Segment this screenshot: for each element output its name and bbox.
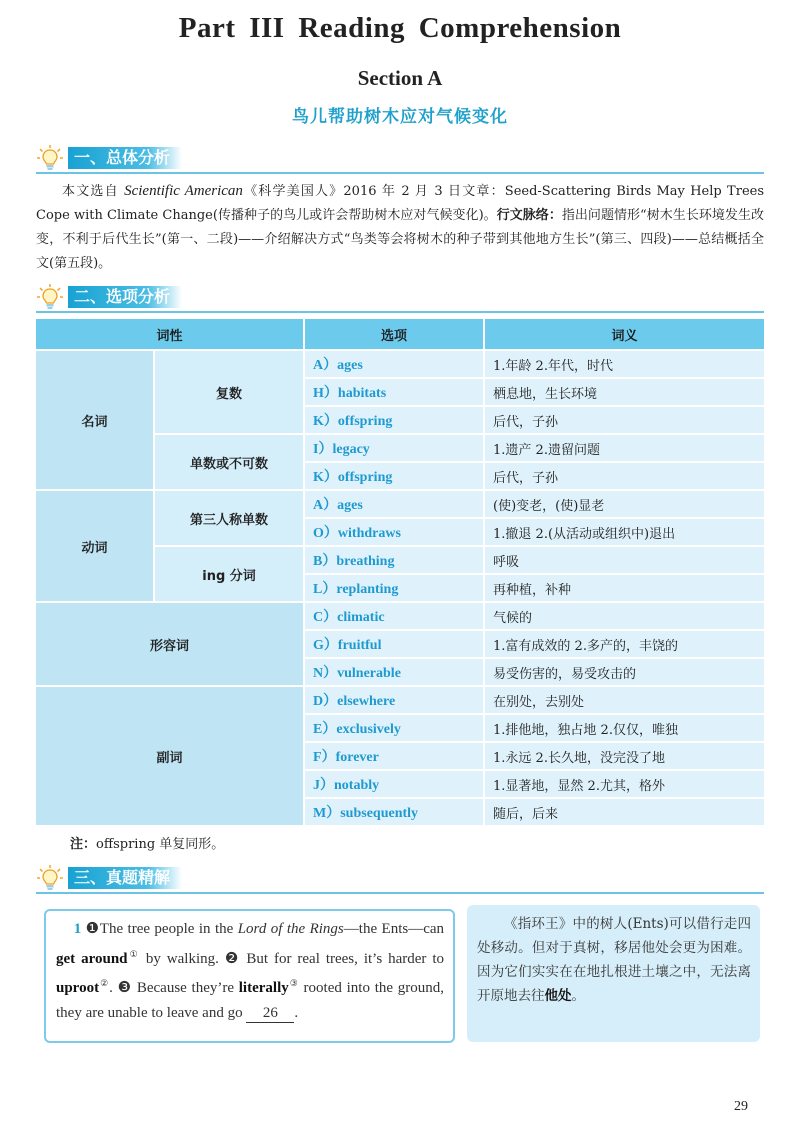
meaning-cell: 后代，子孙 [485, 463, 764, 491]
sub-singular: 单数或不可数 [155, 435, 305, 491]
keyword-footnote: ① [127, 948, 140, 959]
keyword-footnote: ③ [288, 978, 299, 988]
sentence-text: . [294, 1004, 299, 1021]
lightbulb-icon [36, 283, 64, 311]
structure-text: 指出问题情形“树木生长环境发生改变，不利于后代生长”(第一、二段)——介绍解决方式“鸟类等会将树木的种子带到其他地方生长”(第三、四段)——总结概括全文(第五段)。 [36, 208, 764, 271]
table-row [36, 603, 764, 631]
translation-main: 《指环王》中的树人(Ents)可以借行走四处移动。但对于真树，移居他处会更为困难。因为它们实实在在地扎根进土壤之中，无法离开原地去往 [477, 916, 751, 1004]
translation-highlight: 他处 [544, 988, 572, 1004]
heading-option-analysis [36, 285, 764, 313]
sentence-text: Because they’re [132, 980, 239, 996]
meaning-cell: 栖息地，生长环境 [485, 379, 764, 407]
lightbulb-icon [36, 864, 64, 892]
meaning-cell: 在别处，去别处 [485, 687, 764, 715]
table-row [36, 687, 764, 715]
sentence-marker: ❶ [85, 921, 100, 937]
meaning-cell: 气候的 [485, 603, 764, 631]
meaning-cell: 1.年龄 2.年代，时代 [485, 351, 764, 379]
meaning-cell: 呼吸 [485, 547, 764, 575]
header-pos: 词性 [36, 319, 305, 351]
option-cell: G）fruitful [305, 631, 485, 659]
option-cell: D）elsewhere [305, 687, 485, 715]
option-cell: I）legacy [305, 435, 485, 463]
pos-verb: 动词 [36, 491, 155, 603]
option-cell: F）forever [305, 743, 485, 771]
table-row [36, 491, 764, 519]
translation-box [467, 905, 760, 1042]
note-label: 注： [70, 837, 97, 852]
page-number: 29 [734, 1099, 748, 1114]
sentence-text: But for real trees, it’s harder to [240, 950, 444, 967]
heading-exam-explanation [36, 866, 764, 894]
book-title: Lord of the Rings [237, 921, 344, 937]
part-title: Part III Reading Comprehension [178, 12, 622, 44]
table-note [70, 833, 224, 852]
lightbulb-icon [36, 144, 64, 172]
option-cell: K）offspring [305, 463, 485, 491]
intro-prefix: 本文选自 [62, 184, 125, 199]
meaning-cell: 再种植，补种 [485, 575, 764, 603]
option-cell: O）withdraws [305, 519, 485, 547]
option-cell: N）vulnerable [305, 659, 485, 687]
option-cell: M）subsequently [305, 799, 485, 827]
meaning-cell: 易受伤害的，易受攻击的 [485, 659, 764, 687]
vocabulary-table [36, 319, 764, 827]
table-row [36, 351, 764, 379]
source-name: Scientific American [124, 183, 243, 199]
sub-third-person: 第三人称单数 [155, 491, 305, 547]
option-cell: L）replanting [305, 575, 485, 603]
translation-end: 。 [571, 988, 585, 1004]
section-title: Section A [357, 66, 443, 90]
heading-overall-analysis [36, 146, 764, 174]
meaning-cell: 1.永远 2.长久地，没完没了地 [485, 743, 764, 771]
option-cell: A）ages [305, 351, 485, 379]
heading-label: 三、真题精解 [68, 867, 182, 889]
sentence-text: . [109, 980, 118, 996]
keyword: get around [56, 950, 128, 967]
intro-paragraph [36, 179, 764, 276]
answer-blank: 26 [246, 1004, 294, 1023]
option-cell: E）exclusively [305, 715, 485, 743]
header-meaning: 词义 [485, 319, 764, 351]
keyword: literally [238, 980, 289, 996]
intro-main: 《科学美国人》2016 年 2 月 3 日文章：Seed-Scattering Birds May Help Trees Cope with Climate Change(传播种子的鸟儿或许会帮助树木应对气候变化)。 [36, 184, 764, 223]
sentence-text: The tree people in the [99, 921, 238, 937]
heading-label: 二、选项分析 [68, 286, 182, 308]
meaning-cell: 1.显著地，显然 2.尤其，格外 [485, 771, 764, 799]
structure-label: 行文脉络： [496, 208, 562, 223]
header-option: 选项 [305, 319, 485, 351]
note-text: offspring 单复同形。 [96, 837, 225, 852]
meaning-cell: 后代，子孙 [485, 407, 764, 435]
option-cell: K）offspring [305, 407, 485, 435]
sub-ing: ing 分词 [155, 547, 305, 603]
meaning-cell: 1.撤退 2.(从活动或组织中)退出 [485, 519, 764, 547]
sentence-text: —the Ents—can [343, 921, 445, 937]
translation-text [477, 912, 751, 1008]
sentence-text: by walking. [139, 950, 225, 967]
meaning-cell: 1.遗产 2.遗留问题 [485, 435, 764, 463]
pos-adverb: 副词 [36, 687, 305, 827]
option-cell: C）climatic [305, 603, 485, 631]
option-cell: H）habitats [305, 379, 485, 407]
meaning-cell: (使)变老，(使)显老 [485, 491, 764, 519]
keyword: uproot [56, 980, 100, 996]
sentence-marker: ❷ [224, 950, 241, 967]
pos-adjective: 形容词 [36, 603, 305, 687]
sentence-marker: ❸ [117, 980, 133, 996]
passage-box [44, 909, 455, 1043]
paragraph-number: 1 [73, 921, 82, 937]
option-cell: A）ages [305, 491, 485, 519]
meaning-cell: 1.排他地，独占地 2.仅仅，唯独 [485, 715, 764, 743]
option-cell: J）notably [305, 771, 485, 799]
passage-text [56, 917, 444, 1025]
article-title: 鸟儿帮助树木应对气候变化 [292, 107, 508, 127]
heading-label: 一、总体分析 [68, 147, 182, 169]
meaning-cell: 1.富有成效的 2.多产的，丰饶的 [485, 631, 764, 659]
table-header-row [36, 319, 764, 351]
sentence-text: rooted into the ground, they are unable to leave and go [56, 980, 445, 1021]
option-cell: B）breathing [305, 547, 485, 575]
pos-noun: 名词 [36, 351, 155, 491]
sub-plural: 复数 [155, 351, 305, 435]
meaning-cell: 随后，后来 [485, 799, 764, 827]
keyword-footnote: ② [99, 978, 110, 988]
